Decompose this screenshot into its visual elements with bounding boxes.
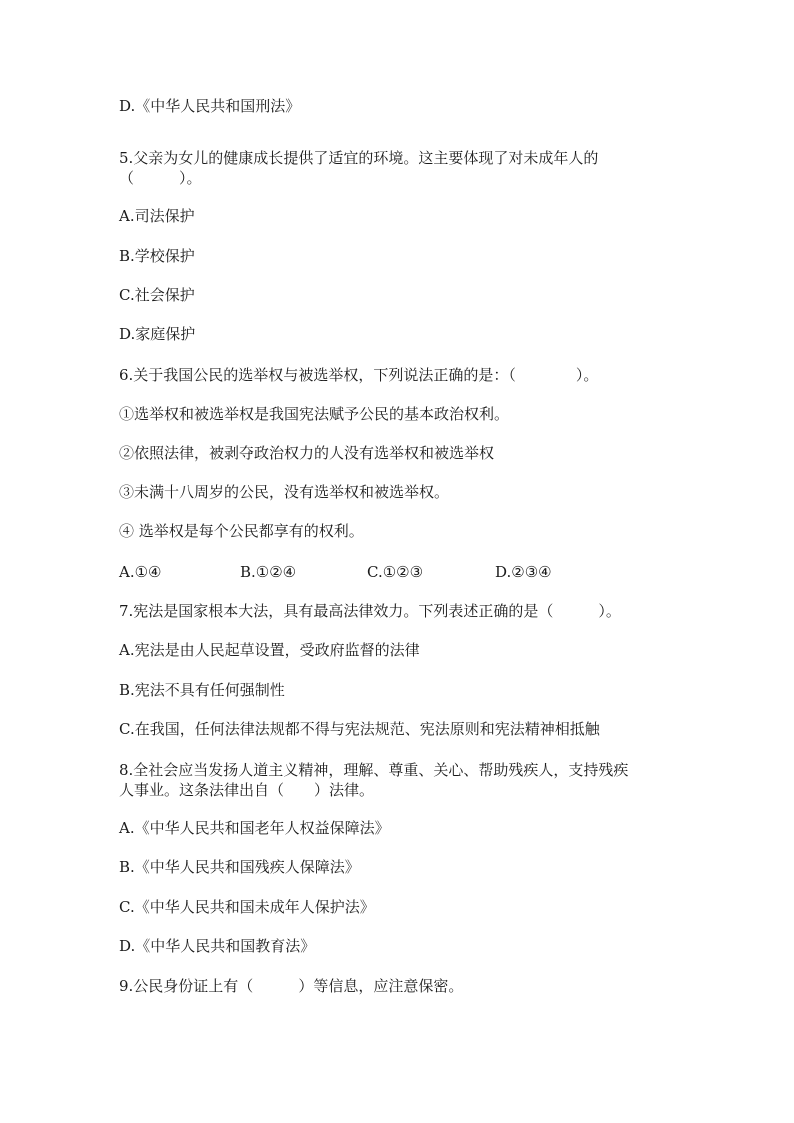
q4-option-d: D.《中华人民共和国刑法》 <box>119 97 301 115</box>
q5-option-d: D.家庭保护 <box>119 325 196 343</box>
q8-option-c: C.《中华人民共和国未成年人保护法》 <box>119 898 375 916</box>
q6-stem: 6.关于我国公民的选举权与被选举权，下列说法正确的是：（ ）。 <box>119 366 599 384</box>
q7-option-b: B.宪法不具有任何强制性 <box>119 681 285 699</box>
q6-statement-4: ④ 选举权是每个公民都享有的权利。 <box>119 522 364 540</box>
q5-option-a: A.司法保护 <box>119 207 195 225</box>
q8-option-a: A.《中华人民共和国老年人权益保障法》 <box>119 819 390 837</box>
q5-stem-line1: 5.父亲为女儿的健康成长提供了适宜的环境。这主要体现了对未成年人的 <box>119 149 599 167</box>
q9-stem: 9.公民身份证上有（ ）等信息，应注意保密。 <box>119 977 464 995</box>
q6-statement-1: ①选举权和被选举权是我国宪法赋予公民的基本政治权利。 <box>119 405 510 423</box>
q6-option-d: D.②③④ <box>495 563 552 581</box>
q6-statement-3: ③未满十八周岁的公民，没有选举权和被选举权。 <box>119 483 450 501</box>
q7-stem: 7.宪法是国家根本大法，具有最高法律效力。下列表述正确的是（ ）。 <box>119 602 621 620</box>
q8-stem-line1: 8.全社会应当发扬人道主义精神，理解、尊重、关心、帮助残疾人，支持残疾 <box>119 761 629 779</box>
q7-option-a: A.宪法是由人民起草设置，受政府监督的法律 <box>119 641 420 659</box>
q8-stem-line2: 人事业。这条法律出自（ ）法律。 <box>119 781 375 799</box>
q8-option-d: D.《中华人民共和国教育法》 <box>119 937 316 955</box>
q6-option-a: A.①④ <box>119 563 162 581</box>
q7-option-c: C.在我国，任何法律法规都不得与宪法规范、宪法原则和宪法精神相抵触 <box>119 720 600 738</box>
q5-stem-line2: （ ）。 <box>119 169 202 187</box>
q5-option-b: B.学校保护 <box>119 247 195 265</box>
q6-option-c: C.①②③ <box>367 563 424 581</box>
q6-statement-2: ②依照法律，被剥夺政治权力的人没有选举权和被选举权 <box>119 444 495 462</box>
q5-option-c: C.社会保护 <box>119 286 195 304</box>
q6-option-b: B.①②④ <box>240 563 297 581</box>
q8-option-b: B.《中华人民共和国残疾人保障法》 <box>119 858 360 876</box>
